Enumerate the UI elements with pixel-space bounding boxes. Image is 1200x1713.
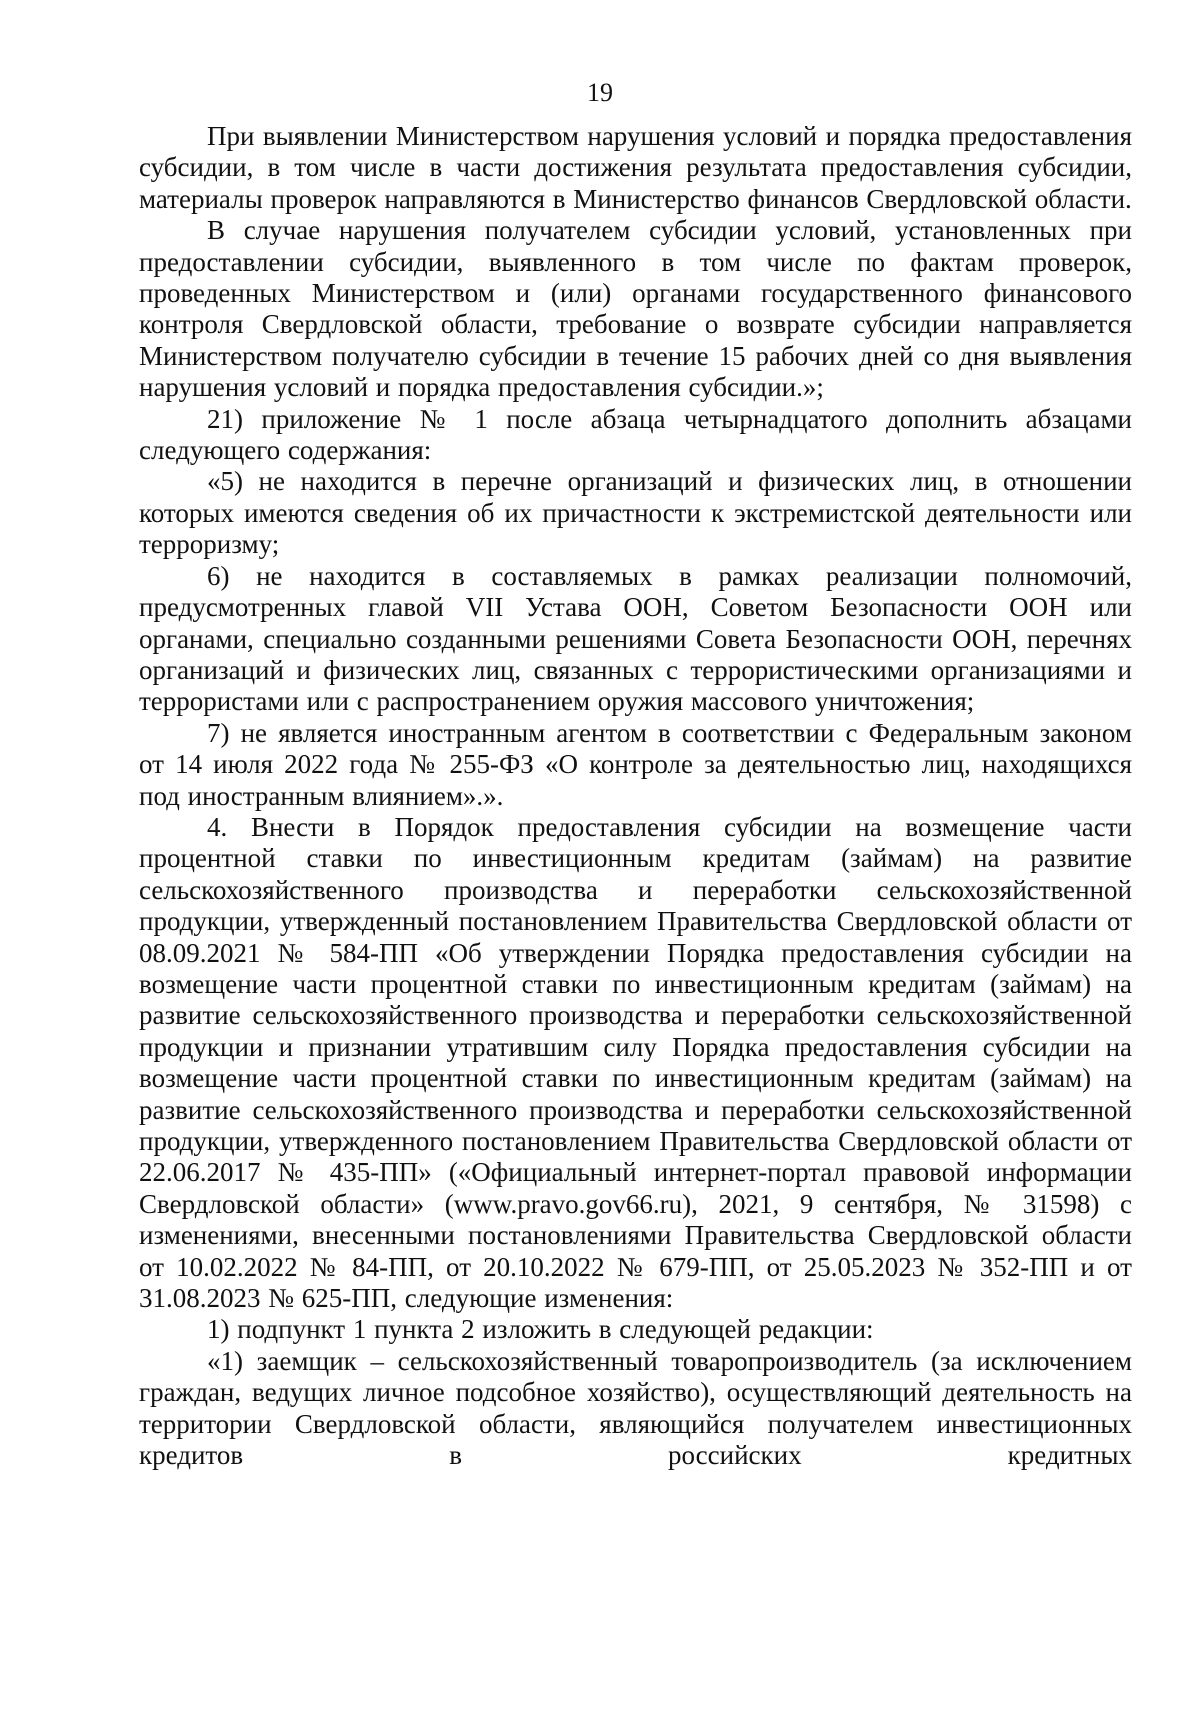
paragraph-condition-5: «5) не находится в перечне организаций и физических лиц, в отношении которых имеются сведения об их причастности к экстремистской деятельности или терроризму; xyxy=(139,466,1132,560)
paragraph-item-21: 21) приложение № 1 после абзаца четырнадцатого дополнить абзацами следующего содержания: xyxy=(139,403,1132,466)
paragraph-violation-detection: При выявлении Министерством нарушения условий и порядка предоставления субсидии, в том числе в части достижения результата предоставления субсидии, материалы проверок направляются в Министерство финансов Свердловской области. xyxy=(139,121,1132,214)
document-body xyxy=(139,121,1132,1471)
paragraph-subsidy-return: В случае нарушения получателем субсидии условий, установленных при предоставлении субсидии, выявленного в том числе по фактам проверок, проведенных Министерством и (или) органами государственного финансового контроля Свердловской области, требование о возврате субсидии направляется Министерством получателю субсидии в течение 15 рабочих дней со дня выявления нарушения условий и порядка предоставления субсидии.»; xyxy=(139,215,1132,403)
paragraph-subitem-1: 1) подпункт 1 пункта 2 изложить в следующей редакции: xyxy=(207,1314,874,1345)
paragraph-section-4: 4. Внести в Порядок предоставления субсидии на возмещение части процентной ставки по инвестиционным кредитам (займам) на развитие сельскохозяйственного производства и переработки сельскохозяйственной продукции, утвержденный постановлением Правительства Свердловской области от 08.09.2021 № 584-ПП «Об утверждении Порядка предоставления субсидии на возмещение части процентной ставки по инвестиционным кредитам (займам) на развитие сельскохозяйственного производства и переработки сельскохозяйственной продукции и признании утратившим силу Порядка предоставления субсидии на возмещение части процентной ставки по инвестиционным кредитам (займам) на развитие сельскохозяйственного производства и переработки сельскохозяйственной продукции, утвержденного постановлением Правительства Свердловской области от 22.06.2017 № 435-ПП» («Официальный интернет-портал правовой информации Свердловской области» (www.pravo.gov66.ru), 2021, 9 сентября, № 31598) с изменениями, внесенными постановлениями Правительства Свердловской области от 10.02.2022 № 84-ПП, от 20.10.2022 № 679-ПП, от 25.05.2023 № 352-ПП и от 31.08.2023 № 625-ПП, следующие изменения: xyxy=(139,811,1132,1314)
paragraph-borrower-definition: «1) заемщик – сельскохозяйственный товаропроизводитель (за исключением граждан, ведущих личное подсобное хозяйство), осуществляющий деятельность на территории Свердловской области, являющийся получателем инвестиционных кредитов в российских кредитных xyxy=(139,1345,1132,1471)
paragraph-condition-6: 6) не находится в составляемых в рамках реализации полномочий, предусмотренных главой VII Устава ООН, Советом Безопасности ООН или органами, специально созданными решениями Совета Безопасности ООН, перечнях организаций и физических лиц, связанных с террористическими организациями и террористами или с распространением оружия массового уничтожения; xyxy=(139,560,1132,717)
page-number: 19 xyxy=(587,78,613,107)
paragraph-condition-7: 7) не является иностранным агентом в соответствии с Федеральным законом от 14 июля 2022 года № 255-ФЗ «О контроле за деятельностью лиц, находящихся под иностранным влиянием».». xyxy=(139,717,1132,811)
